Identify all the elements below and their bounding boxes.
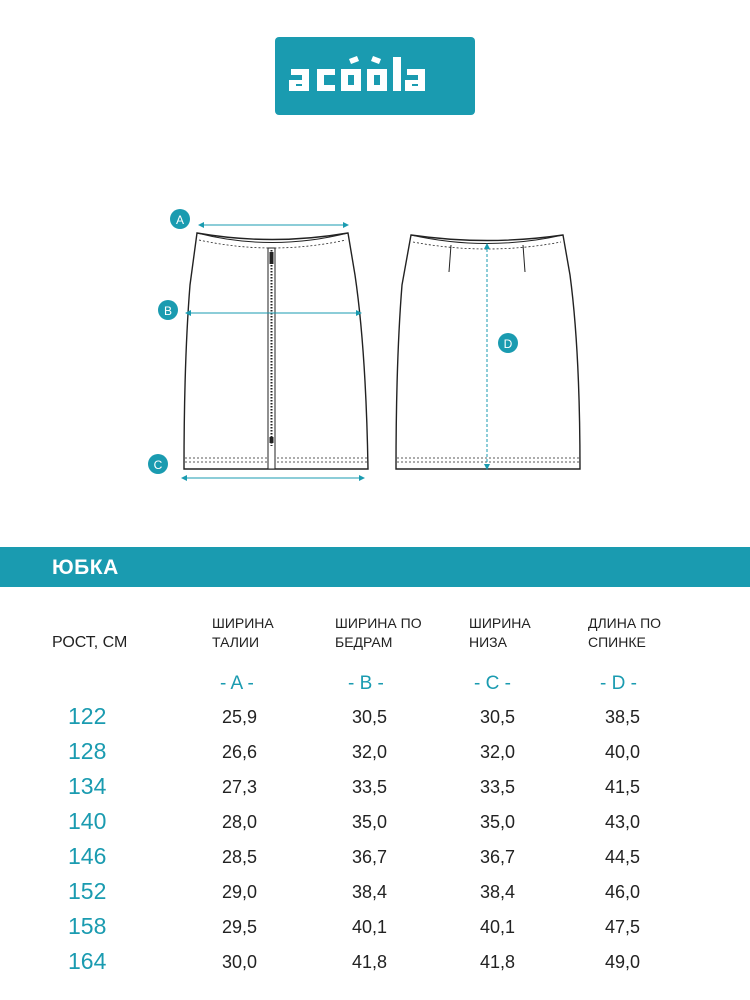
row-height: 134	[68, 773, 107, 799]
header-col-a	[212, 614, 274, 652]
header-col-a-line1: ШИРИНА	[212, 615, 274, 631]
section-title: ЮБКА	[52, 556, 119, 579]
header-col-d-line2: СПИНКЕ	[588, 634, 646, 650]
cell-b: 32,0	[352, 742, 388, 762]
table-row	[0, 703, 750, 738]
cell-b: 33,5	[352, 777, 388, 797]
cell-a: 30,0	[222, 952, 258, 972]
cell-b: 41,8	[352, 952, 388, 972]
svg-text:A: A	[175, 213, 185, 227]
header-col-b-line1: ШИРИНА ПО	[335, 615, 422, 631]
svg-text:B: B	[163, 304, 173, 318]
table-row	[0, 878, 750, 913]
svg-text:D: D	[503, 337, 513, 351]
cell-b: 38,4	[352, 882, 388, 902]
cell-d: 41,5	[605, 777, 641, 797]
table-row	[0, 913, 750, 948]
cell-a: 29,5	[222, 917, 258, 937]
header-col-d-line1: ДЛИНА ПО	[588, 615, 662, 631]
marker-c	[148, 454, 168, 474]
cell-b: 40,1	[352, 917, 388, 937]
cell-b: 30,5	[352, 707, 388, 727]
header-col-a-line2: ТАЛИИ	[212, 634, 260, 650]
skirt-front-view	[184, 233, 368, 469]
header-col-c-line1: ШИРИНА	[469, 615, 531, 631]
cell-b: 36,7	[352, 847, 388, 867]
cell-c: 36,7	[480, 847, 516, 867]
header-col-d	[588, 614, 661, 652]
row-height: 164	[68, 948, 107, 974]
header-letter-a: - A -	[220, 673, 254, 694]
header-letter-b: - B -	[348, 673, 384, 694]
header-letter-d: - D -	[600, 673, 637, 694]
cell-d: 49,0	[605, 952, 641, 972]
cell-c: 40,1	[480, 917, 516, 937]
header-col-b-line2: БЕДРАМ	[335, 634, 393, 650]
header-col-c-line2: НИЗА	[469, 634, 507, 650]
cell-a: 27,3	[222, 777, 258, 797]
cell-c: 30,5	[480, 707, 516, 727]
row-height: 128	[68, 738, 107, 764]
cell-a: 28,5	[222, 847, 258, 867]
marker-d	[498, 333, 518, 353]
cell-a: 28,0	[222, 812, 258, 832]
row-height: 158	[68, 913, 107, 939]
row-height: 140	[68, 808, 107, 834]
row-height: 122	[68, 703, 107, 729]
cell-b: 35,0	[352, 812, 388, 832]
cell-a: 25,9	[222, 707, 258, 727]
table-row	[0, 843, 750, 878]
header-col-b	[335, 614, 422, 652]
cell-c: 38,4	[480, 882, 516, 902]
cell-d: 40,0	[605, 742, 641, 762]
header-rost: РОСТ, СМ	[52, 634, 128, 651]
header-col-c	[469, 614, 531, 652]
cell-d: 47,5	[605, 917, 641, 937]
marker-b	[158, 300, 178, 320]
cell-a: 26,6	[222, 742, 258, 762]
table-row	[0, 808, 750, 843]
section-band	[0, 547, 750, 587]
cell-c: 33,5	[480, 777, 516, 797]
svg-text:C: C	[153, 458, 163, 472]
cell-c: 41,8	[480, 952, 516, 972]
cell-a: 29,0	[222, 882, 258, 902]
table-row	[0, 738, 750, 773]
cell-d: 43,0	[605, 812, 641, 832]
cell-c: 35,0	[480, 812, 516, 832]
cell-d: 38,5	[605, 707, 641, 727]
row-height: 146	[68, 843, 107, 869]
cell-d: 46,0	[605, 882, 641, 902]
skirt-back-view	[396, 235, 580, 469]
row-height: 152	[68, 878, 107, 904]
zipper	[268, 248, 275, 469]
header-letter-c: - C -	[474, 673, 511, 694]
marker-a	[170, 209, 190, 229]
cell-c: 32,0	[480, 742, 516, 762]
table-row	[0, 773, 750, 808]
table-row	[0, 948, 750, 983]
cell-d: 44,5	[605, 847, 641, 867]
